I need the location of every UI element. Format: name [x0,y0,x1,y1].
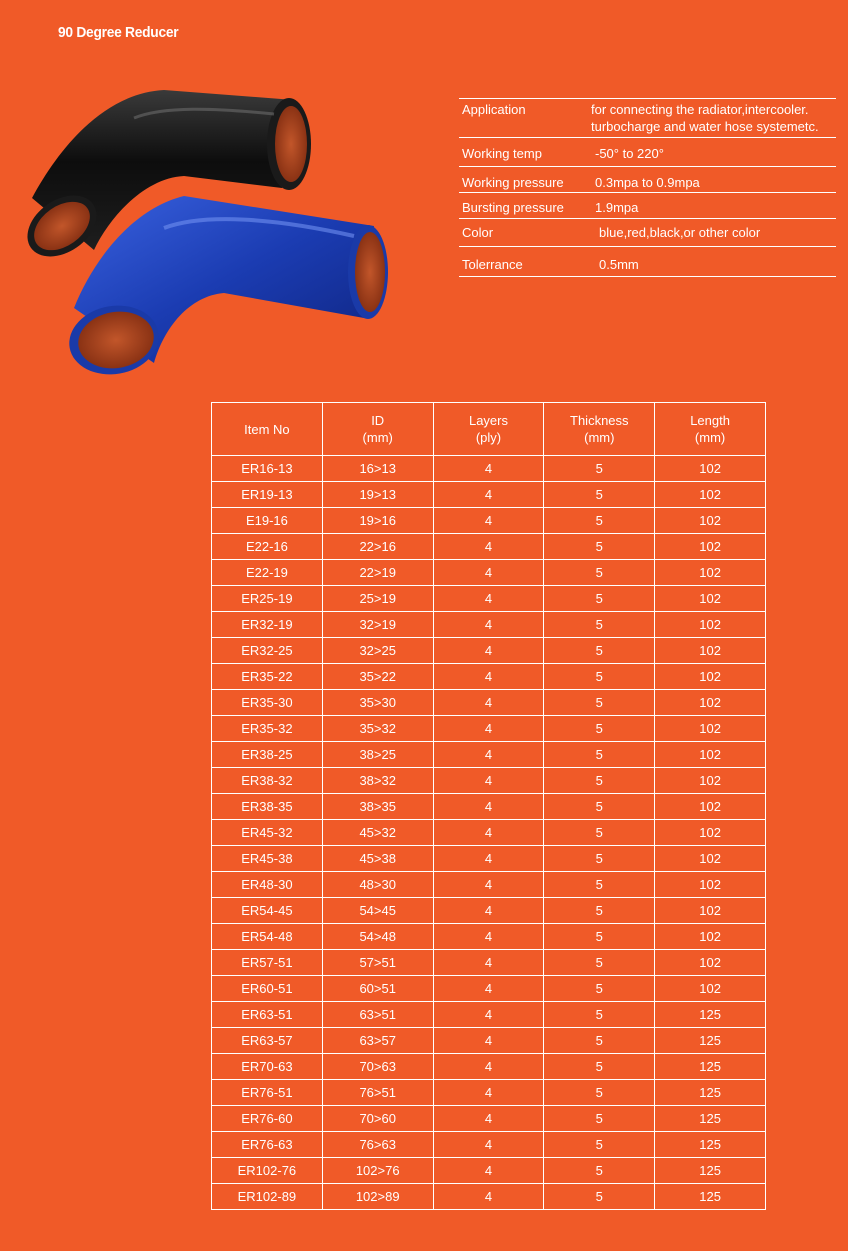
id-cell: 102>76 [322,1158,433,1184]
table-row [212,1028,766,1054]
thickness-cell: 5 [544,560,655,586]
thickness-cell: 5 [544,898,655,924]
id-cell: 35>22 [322,664,433,690]
thickness-cell: 5 [544,1158,655,1184]
length-cell: 125 [655,1054,766,1080]
id-cell: 70>60 [322,1106,433,1132]
header-thickness: Thickness (mm) [544,403,655,456]
table-row [212,664,766,690]
table-row [212,1002,766,1028]
spec-row-working-pressure [459,167,836,193]
layers-cell: 4 [433,768,544,794]
spec-row-working-temp [459,138,836,167]
thickness-cell: 5 [544,1132,655,1158]
id-cell: 32>19 [322,612,433,638]
layers-cell: 4 [433,612,544,638]
header-length: Length (mm) [655,403,766,456]
spec-value: -50° to 220° [595,146,664,161]
id-cell: 38>35 [322,794,433,820]
table-row [212,924,766,950]
item-no-cell: ER32-19 [212,612,323,638]
thickness-cell: 5 [544,768,655,794]
id-cell: 45>38 [322,846,433,872]
length-cell: 102 [655,820,766,846]
layers-cell: 4 [433,794,544,820]
length-cell: 125 [655,1184,766,1210]
thickness-cell: 5 [544,820,655,846]
specs-table [459,98,836,277]
spec-label: Bursting pressure [462,200,564,215]
thickness-cell: 5 [544,690,655,716]
blue-hose [64,196,388,378]
item-no-cell: ER54-48 [212,924,323,950]
length-cell: 102 [655,508,766,534]
table-row [212,690,766,716]
table-row [212,560,766,586]
layers-cell: 4 [433,976,544,1002]
table-row [212,872,766,898]
length-cell: 102 [655,872,766,898]
thickness-cell: 5 [544,742,655,768]
thickness-cell: 5 [544,612,655,638]
item-no-cell: ER35-32 [212,716,323,742]
table-row [212,586,766,612]
id-cell: 35>30 [322,690,433,716]
length-cell: 102 [655,534,766,560]
spec-label: Tolerrance [462,257,523,272]
thickness-cell: 5 [544,976,655,1002]
length-cell: 102 [655,690,766,716]
item-no-cell: ER70-63 [212,1054,323,1080]
hose-product-image [14,78,394,378]
thickness-cell: 5 [544,716,655,742]
layers-cell: 4 [433,846,544,872]
length-cell: 102 [655,664,766,690]
table-row [212,846,766,872]
id-cell: 16>13 [322,456,433,482]
item-no-cell: ER48-30 [212,872,323,898]
length-cell: 102 [655,560,766,586]
spec-row-application [459,98,836,138]
layers-cell: 4 [433,924,544,950]
length-cell: 102 [655,742,766,768]
thickness-cell: 5 [544,1106,655,1132]
layers-cell: 4 [433,1080,544,1106]
id-cell: 57>51 [322,950,433,976]
item-table [211,402,766,1210]
layers-cell: 4 [433,1002,544,1028]
header-layers: Layers (ply) [433,403,544,456]
table-row [212,794,766,820]
table-row [212,742,766,768]
item-no-cell: ER76-60 [212,1106,323,1132]
table-row [212,1080,766,1106]
thickness-cell: 5 [544,482,655,508]
table-row [212,1158,766,1184]
id-cell: 60>51 [322,976,433,1002]
item-no-cell: ER38-25 [212,742,323,768]
item-no-cell: ER38-35 [212,794,323,820]
header-id: ID (mm) [322,403,433,456]
page-title: 90 Degree Reducer [58,24,179,41]
length-cell: 102 [655,976,766,1002]
id-cell: 63>57 [322,1028,433,1054]
id-cell: 54>45 [322,898,433,924]
length-cell: 102 [655,924,766,950]
id-cell: 35>32 [322,716,433,742]
length-cell: 102 [655,950,766,976]
thickness-cell: 5 [544,1002,655,1028]
table-row [212,456,766,482]
layers-cell: 4 [433,716,544,742]
thickness-cell: 5 [544,1028,655,1054]
table-row [212,1106,766,1132]
layers-cell: 4 [433,508,544,534]
length-cell: 102 [655,612,766,638]
spec-label: Working pressure [462,175,564,190]
id-cell: 63>51 [322,1002,433,1028]
item-no-cell: ER45-38 [212,846,323,872]
thickness-cell: 5 [544,456,655,482]
length-cell: 102 [655,898,766,924]
id-cell: 19>13 [322,482,433,508]
id-cell: 70>63 [322,1054,433,1080]
layers-cell: 4 [433,898,544,924]
layers-cell: 4 [433,482,544,508]
spec-value: 0.3mpa to 0.9mpa [595,175,700,190]
thickness-cell: 5 [544,872,655,898]
table-row [212,820,766,846]
thickness-cell: 5 [544,1184,655,1210]
item-no-cell: ER54-45 [212,898,323,924]
item-no-cell: ER38-32 [212,768,323,794]
item-no-cell: ER19-13 [212,482,323,508]
length-cell: 125 [655,1158,766,1184]
id-cell: 25>19 [322,586,433,612]
table-row [212,976,766,1002]
item-no-cell: ER60-51 [212,976,323,1002]
id-cell: 32>25 [322,638,433,664]
length-cell: 125 [655,1106,766,1132]
id-cell: 48>30 [322,872,433,898]
id-cell: 19>16 [322,508,433,534]
length-cell: 125 [655,1028,766,1054]
table-row [212,898,766,924]
thickness-cell: 5 [544,950,655,976]
layers-cell: 4 [433,1184,544,1210]
layers-cell: 4 [433,1054,544,1080]
layers-cell: 4 [433,638,544,664]
length-cell: 102 [655,716,766,742]
length-cell: 102 [655,482,766,508]
item-no-cell: ER102-76 [212,1158,323,1184]
item-no-cell: E19-16 [212,508,323,534]
layers-cell: 4 [433,664,544,690]
thickness-cell: 5 [544,638,655,664]
id-cell: 54>48 [322,924,433,950]
layers-cell: 4 [433,950,544,976]
table-row [212,1132,766,1158]
spec-label: Color [462,225,494,240]
spec-row-bursting-pressure [459,193,836,219]
thickness-cell: 5 [544,794,655,820]
length-cell: 125 [655,1002,766,1028]
length-cell: 102 [655,846,766,872]
id-cell: 38>25 [322,742,433,768]
spec-value-line2: turbocharge and water hose systemetc. [591,119,819,134]
length-cell: 125 [655,1132,766,1158]
table-row [212,768,766,794]
thickness-cell: 5 [544,664,655,690]
length-cell: 102 [655,794,766,820]
layers-cell: 4 [433,586,544,612]
item-no-cell: ER63-57 [212,1028,323,1054]
table-row [212,950,766,976]
thickness-cell: 5 [544,508,655,534]
thickness-cell: 5 [544,1054,655,1080]
length-cell: 102 [655,638,766,664]
table-row [212,1184,766,1210]
spec-row-color [459,219,836,247]
table-header-row [212,403,766,456]
id-cell: 102>89 [322,1184,433,1210]
item-no-cell: ER45-32 [212,820,323,846]
item-no-cell: ER32-25 [212,638,323,664]
thickness-cell: 5 [544,924,655,950]
layers-cell: 4 [433,1132,544,1158]
id-cell: 76>63 [322,1132,433,1158]
item-no-cell: ER102-89 [212,1184,323,1210]
item-no-cell: ER35-30 [212,690,323,716]
header-item-no: Item No [212,403,323,456]
item-no-cell: ER25-19 [212,586,323,612]
spec-label: Working temp [462,146,542,161]
id-cell: 22>19 [322,560,433,586]
table-row [212,716,766,742]
layers-cell: 4 [433,820,544,846]
layers-cell: 4 [433,560,544,586]
item-no-cell: ER76-63 [212,1132,323,1158]
layers-cell: 4 [433,742,544,768]
id-cell: 38>32 [322,768,433,794]
thickness-cell: 5 [544,1080,655,1106]
thickness-cell: 5 [544,534,655,560]
id-cell: 76>51 [322,1080,433,1106]
spec-value: 1.9mpa [595,200,639,215]
item-no-cell: ER57-51 [212,950,323,976]
table-row [212,534,766,560]
item-no-cell: E22-16 [212,534,323,560]
table-row [212,612,766,638]
thickness-cell: 5 [544,586,655,612]
table-body [212,456,766,1210]
table-row [212,638,766,664]
spec-value: blue,red,black,or other color [599,225,761,240]
thickness-cell: 5 [544,846,655,872]
layers-cell: 4 [433,1106,544,1132]
layers-cell: 4 [433,690,544,716]
layers-cell: 4 [433,1158,544,1184]
item-no-cell: E22-19 [212,560,323,586]
item-no-cell: ER35-22 [212,664,323,690]
table-row [212,482,766,508]
id-cell: 45>32 [322,820,433,846]
layers-cell: 4 [433,456,544,482]
item-no-cell: ER16-13 [212,456,323,482]
spec-value: for connecting the radiator,intercooler. [591,102,809,117]
length-cell: 125 [655,1080,766,1106]
table-row [212,1054,766,1080]
spec-row-tolerance [459,247,836,277]
length-cell: 102 [655,586,766,612]
id-cell: 22>16 [322,534,433,560]
spec-label: Application [462,102,526,117]
item-no-cell: ER63-51 [212,1002,323,1028]
table-row [212,508,766,534]
spec-value: 0.5mm [599,257,639,272]
layers-cell: 4 [433,1028,544,1054]
layers-cell: 4 [433,872,544,898]
item-no-cell: ER76-51 [212,1080,323,1106]
layers-cell: 4 [433,534,544,560]
length-cell: 102 [655,768,766,794]
length-cell: 102 [655,456,766,482]
